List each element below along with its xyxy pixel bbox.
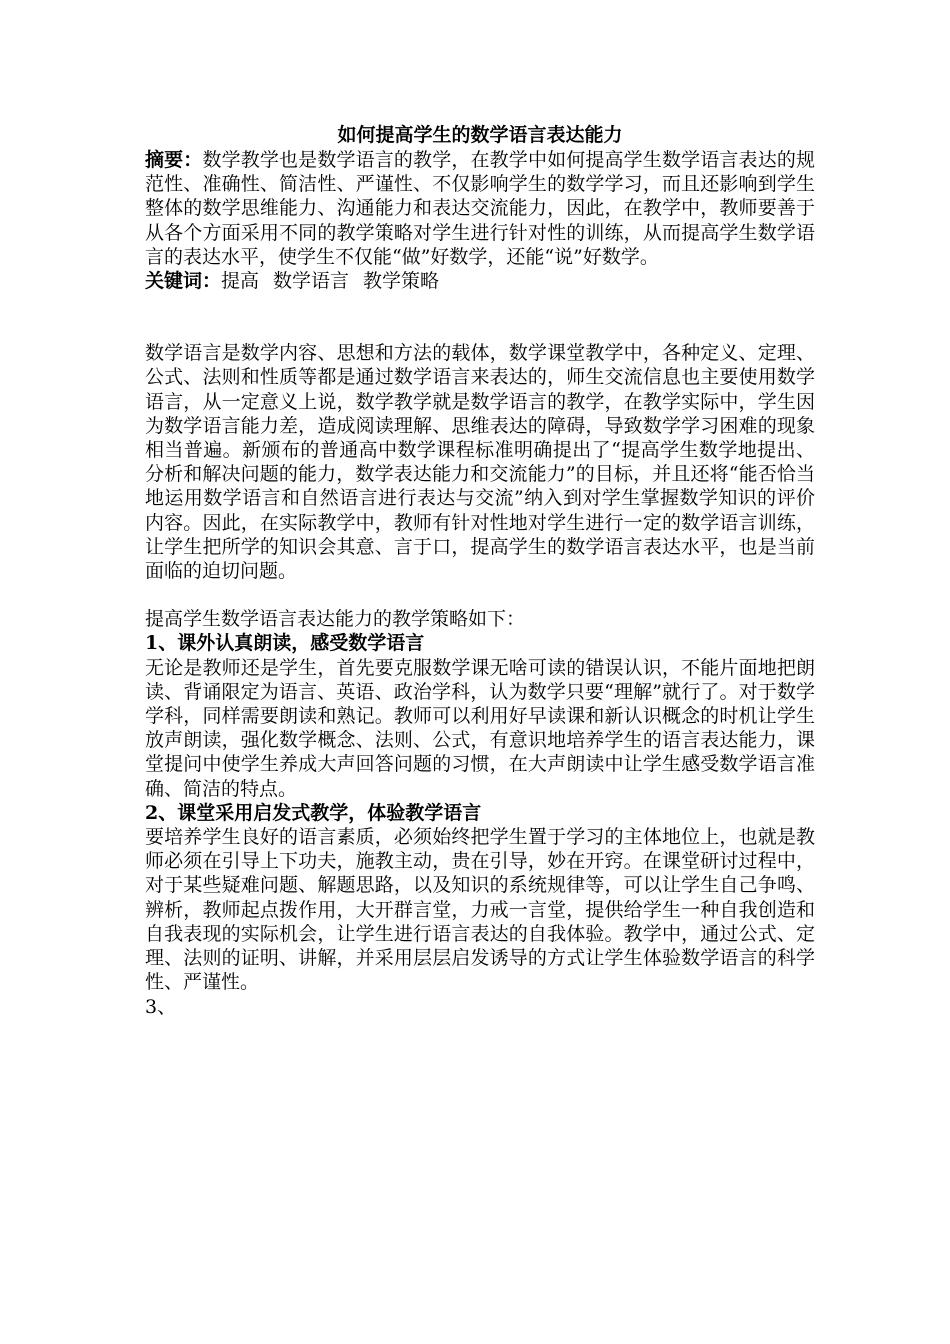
keyword-item: 提高 bbox=[221, 270, 260, 293]
abstract-paragraph bbox=[145, 148, 815, 269]
document-title: 如何提高学生的数学语言表达能力 bbox=[337, 124, 623, 146]
intro-paragraph: 数学语言是数学内容、思想和方法的载体，数学课堂教学中，各种定义、定理、公式、法则和性质等都是通过数学语言来表达的，师生交流信息也主要使用数学语言，从一定意义上说，数学教学就是数学语言的教学，在教学实际中，学生因为数学语言能力差，造成阅读理解、思维表达的障碍，导致数学学习困难的现象相当普遍。新颁布的普通高中数学课程标准明确提出了“提高学生数学地提出、分析和解决问题的能力，数学表达能力和交流能力”的目标，并且还将“能否恰当地运用数学语言和自然语言进行表达与交流”纳入到对学生掌握数学知识的评价内容。因此，在实际教学中，教师有针对性地对学生进行一定的数学语言训练，让学生把所学的知识会其意、言于口，提高学生的数学语言表达水平，也是当前面临的迫切问题。 bbox=[145, 342, 815, 583]
trailing-number: 3、 bbox=[145, 995, 177, 1018]
section-body: 要培养学生良好的语言素质，必须始终把学生置于学习的主体地位上，也就是教师必须在引导上下功夫，施教主动，贵在引导，妙在开窍。在课堂研讨过程中，对于某些疑难问题、解题思路，以及知识的系统规律等，可以让学生自己争鸣、辨析，教师起点拨作用，大开群言堂，力戒一言堂，提供给学生一种自我创造和自我表现的实际机会，让学生进行语言表达的自我体验。教学中，通过公式、定理、法则的证明、讲解，并采用层层启发诱导的方式让学生体验数学语言的科学性、严谨性。 bbox=[145, 826, 815, 994]
abstract-text: 数学教学也是数学语言的教学，在教学中如何提高学生数学语言表达的规范性、准确性、简洁性、严谨性、不仅影响学生的数学学习，而且还影响到学生整体的数学思维能力、沟通能力和表达交流能力，因此，在教学中，教师要善于从各个方面采用不同的教学策略对学生进行针对性的训练，从而提高学生数学语言的表达水平，使学生不仅能“做”好数学，还能“说”好数学。 bbox=[145, 149, 815, 268]
section-heading: 2、课堂采用启发式教学，体验教学语言 bbox=[145, 801, 482, 824]
keyword-item: 教学策略 bbox=[363, 270, 440, 293]
keywords-line bbox=[145, 269, 815, 293]
section-body: 无论是教师还是学生，首先要克服数学课无啥可读的错误认识，不能片面地把朗读、背诵限定为语言、英语、政治学科，认为数学只要“理解”就行了。对于数学学科，同样需要朗读和熟记。教师可以利用好早读课和新认识概念的时机让学生放声朗读，强化数学概念、法则、公式，有意识地培养学生的语言表达能力，课堂提问中使学生养成大声回答问题的习惯，在大声朗读中让学生感受数学语言准确、简洁的特点。 bbox=[145, 656, 815, 800]
keywords-label: 关键词： bbox=[145, 270, 222, 293]
abstract-label: 摘要： bbox=[145, 149, 203, 171]
document-page bbox=[145, 122, 815, 1019]
keyword-item: 数学语言 bbox=[273, 270, 350, 293]
strategy-intro: 提高学生数学语言表达能力的教学策略如下： bbox=[145, 608, 526, 631]
section-heading: 1、课外认真朗读，感受数学语言 bbox=[145, 632, 425, 655]
